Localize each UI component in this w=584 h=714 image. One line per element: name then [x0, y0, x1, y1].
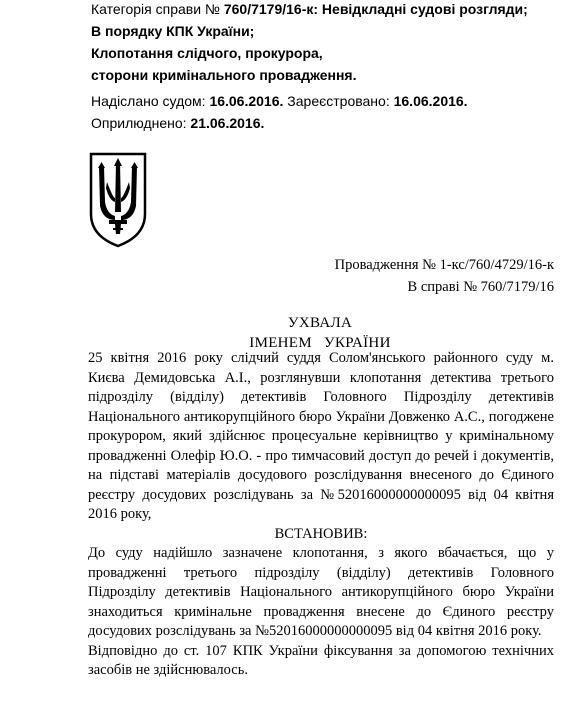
title-in-name-of-ukraine: ІМЕНЕМ УКРАЇНИ — [249, 335, 391, 351]
case-references — [335, 254, 554, 298]
category-value: 760/7179/16-к: Невідкладні судові розгляди; — [223, 1, 528, 17]
trident-coat-of-arms-icon — [87, 152, 149, 248]
case-category-line2: В порядку КПК України; — [91, 23, 255, 39]
sent-date: 16.06.2016. — [209, 93, 284, 109]
published-label: Оприлюднено: — [91, 115, 191, 131]
category-label: Категорія справи № — [91, 1, 224, 17]
case-category-line4: сторони кримінального провадження. — [91, 67, 357, 83]
published-date: 21.06.2016. — [190, 115, 265, 131]
registered-label: Зареєстровано: — [283, 93, 394, 109]
intro-paragraph: 25 квітня 2016 року слідчий суддя Солом'янського районного суду м. Києва Демидовська А.І., розглянувши клопотання детектива третього підрозділу (відділу) детективів Головного Підрозділу детективів Національного антикорупційного бюро України Довженко А.С., погоджене прокурором, який здійснює процесуальне керівництво у кримінальному провадженні Олефір Ю.О. - про тимчасовий доступ до речей і документів, на підставі матеріалів досудового розслідування внесеного до Єдиного реєстру досудових розслідувань за №52016000000000095 від 04 квітня 2016 року, — [88, 350, 554, 522]
case-number: В справі № 760/7179/16 — [407, 279, 554, 295]
established-paragraph: До суду надійшло зазначене клопотання, з якого вбачається, що у провадженні третього підрозділу (відділу) детективів Головного Підрозділу детективів Національного антикорупційного бюро України знаходиться кримінальне провадження внесене до Єдиного реєстру досудових розслідувань за №52016000000000095 від 04 квітня 2016 року. — [88, 545, 554, 639]
case-published — [91, 112, 571, 134]
recording-paragraph: Відповідно до ст. 107 КПК України фіксування за допомогою технічних засобів не здійснювалось. — [88, 642, 554, 678]
document-body — [88, 349, 554, 681]
document-title — [230, 313, 410, 353]
established-heading: ВСТАНОВИВ: — [274, 525, 368, 542]
case-category-line3: Клопотання слідчого, прокурора, — [91, 45, 323, 61]
case-category — [91, 0, 571, 20]
registered-date: 16.06.2016. — [393, 93, 468, 109]
case-dates — [91, 90, 571, 112]
proceeding-number: Провадження № 1-кс/760/4729/16-к — [334, 257, 554, 273]
sent-label: Надіслано судом: — [91, 93, 210, 109]
case-meta — [91, 0, 571, 134]
title-ruling: УХВАЛА — [287, 315, 353, 331]
